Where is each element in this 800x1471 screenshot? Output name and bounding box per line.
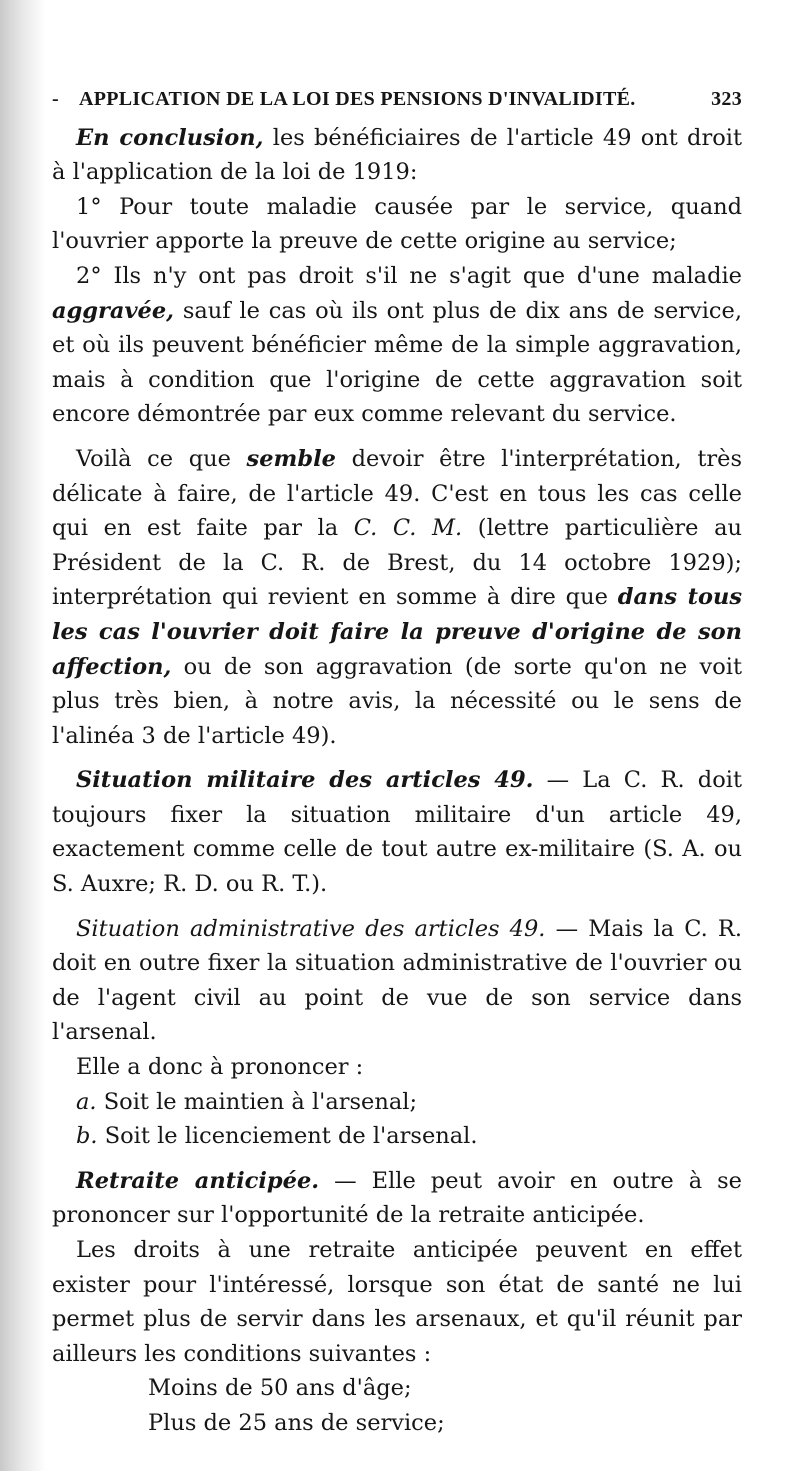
abbreviation: C. C. M. (353, 515, 463, 542)
list-item-2 (52, 259, 742, 432)
paragraph-military (52, 763, 742, 901)
condition-age: Moins de 50 ans d'âge; (148, 1375, 412, 1402)
paragraph-administrative (52, 912, 742, 1050)
interpretation-section (52, 442, 742, 753)
option-b (52, 1119, 742, 1154)
paragraph-text: les bénéficiaires de l'article 49 ont droit à l'application de la loi de 1919: (52, 124, 743, 186)
administrative-section (52, 912, 742, 1154)
section-heading: Situation administrative des articles 49. (76, 915, 546, 942)
paragraph-text: — La C. R. doit toujours fixer la situation militaire d'un article 49, exactement comme celle de tout autre ex-militaire (S. A. ou S. Auxre; R. D. ou R. T.). (52, 767, 742, 898)
text-run: (lettre particulière au Président de la C. R. de Brest, du 14 octobre 1929); interprétation qui revient en somme à dire que (52, 515, 742, 611)
scan-edge-shadow (0, 0, 46, 1471)
paragraph-retirement (52, 1164, 742, 1233)
paragraph-rights: Les droits à une retraite anticipée peuvent en effet exister pour l'intéressé, lorsque son état de santé ne lui permet plus de servir dans les arsenaux, et qu'il réunit par ailleurs les conditions suivantes : (52, 1237, 742, 1367)
header-title: APPLICATION DE LA LOI DES PENSIONS D'INVALIDITÉ. (78, 88, 636, 110)
emphasis: aggravée, (52, 297, 175, 324)
book-page (52, 82, 742, 1451)
header-dash: - (52, 88, 59, 110)
paragraph-text: — Mais la C. R. doit en outre fixer la situation administrative de l'ouvrier ou de l'agent civil au point de vue de son service dans l'arsenal. (52, 915, 742, 1046)
paragraph-conclusion (52, 121, 742, 190)
paragraph-pronounce: Elle a donc à prononcer : (76, 1054, 364, 1081)
text-run: Voilà ce que (76, 445, 247, 472)
list-item-text: sauf le cas où ils ont plus de dix ans de service, et où ils peuvent bénéficier même de la simple aggravation, mais à condition que l'origine de cette aggravation soit encore démontrée par eux comme relevant du service. (52, 297, 742, 428)
conclusion-section (52, 121, 742, 432)
paragraph-lead: En conclusion, (76, 124, 264, 151)
emphasis: dans tous les cas l'ouvrier doit faire la preuve d'origine de son affection, (52, 584, 742, 680)
text-run: devoir être l'interprétation, très délicate à faire, de l'article 49. C'est en tous les cas celle qui en est faite par la (52, 445, 742, 542)
section-heading: Retraite anticipée. (76, 1167, 320, 1194)
condition-service: Plus de 25 ans de service; (148, 1409, 445, 1436)
military-section (52, 763, 742, 901)
text-run: ou de son aggravation (de sorte qu'on ne voit plus très bien, à notre avis, la nécessité ou le sens de l'alinéa 3 de l'article 49). (52, 653, 742, 749)
paragraph-text: — Elle peut avoir en outre à se prononcer sur l'opportunité de la retraite anticipée. (52, 1167, 742, 1229)
option-letter: a. (76, 1088, 97, 1115)
page-number: 323 (711, 88, 742, 110)
option-letter: b. (76, 1123, 98, 1150)
option-text: Soit le maintien à l'arsenal; (96, 1088, 418, 1115)
section-heading: Situation militaire des articles 49. (76, 767, 534, 794)
running-header (52, 82, 742, 117)
option-text: Soit le licenciement de l'arsenal. (97, 1123, 478, 1150)
emphasis: semble (246, 445, 336, 472)
list-item-text: 2° Ils n'y ont pas droit s'il ne s'agit que d'une maladie (76, 262, 742, 289)
list-item-1: 1° Pour toute maladie causée par le service, quand l'ouvrier apporte la preuve de cette origine au service; (52, 193, 742, 255)
option-a (52, 1085, 742, 1120)
paragraph-interpretation (52, 442, 742, 753)
retirement-section (52, 1164, 742, 1441)
